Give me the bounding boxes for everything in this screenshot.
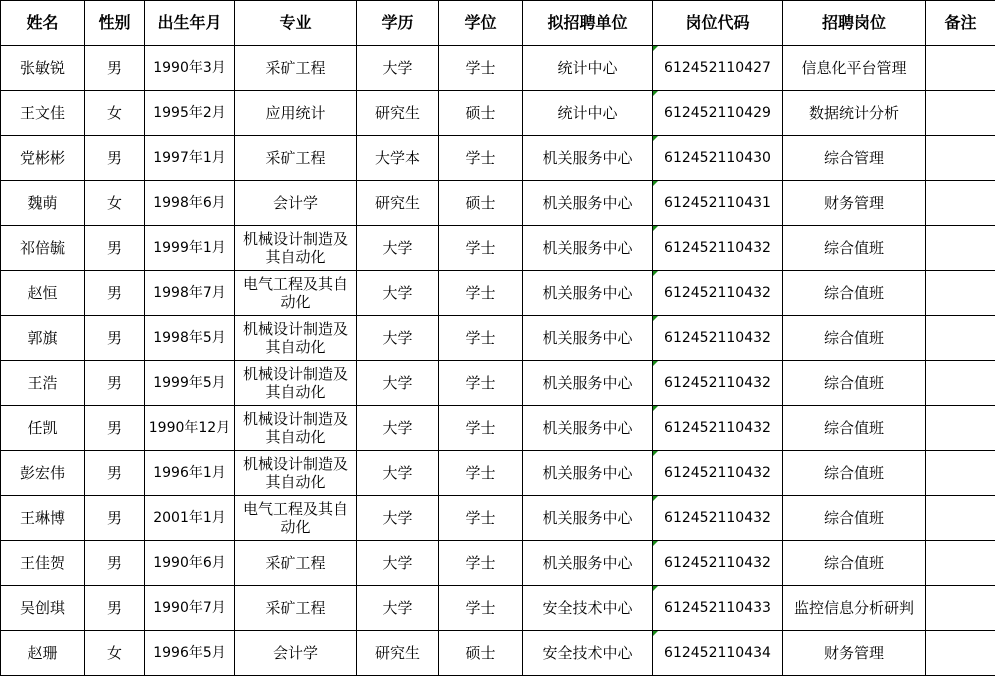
cell-name: 王浩 [1,361,85,406]
cell-degree: 学士 [439,541,523,586]
cell-position: 综合值班 [783,496,926,541]
cell-gender: 男 [85,586,145,631]
cell-name: 赵恒 [1,271,85,316]
table-row [1,226,995,271]
cell-code: 612452110430 [653,136,783,181]
cell-degree: 学士 [439,496,523,541]
cell-degree: 学士 [439,271,523,316]
cell-gender: 男 [85,316,145,361]
cell-gender: 男 [85,451,145,496]
cell-remark [926,181,995,226]
cell-remark [926,631,995,676]
cell-unit: 机关服务中心 [523,226,653,271]
cell-remark [926,406,995,451]
cell-degree: 硕士 [439,631,523,676]
cell-degree: 学士 [439,46,523,91]
cell-degree: 学士 [439,361,523,406]
table-row [1,181,995,226]
cell-birth: 1999年5月 [145,361,235,406]
cell-education: 大学 [357,226,439,271]
cell-code: 612452110429 [653,91,783,136]
cell-major: 电气工程及其自动化 [235,496,357,541]
cell-major: 会计学 [235,631,357,676]
cell-position: 综合值班 [783,406,926,451]
cell-unit: 机关服务中心 [523,136,653,181]
cell-education: 大学 [357,271,439,316]
cell-position: 综合值班 [783,271,926,316]
cell-gender: 男 [85,46,145,91]
cell-remark [926,226,995,271]
cell-name: 祁倍毓 [1,226,85,271]
cell-remark [926,46,995,91]
cell-position: 综合值班 [783,541,926,586]
cell-birth: 1990年6月 [145,541,235,586]
cell-code: 612452110434 [653,631,783,676]
cell-education: 大学 [357,316,439,361]
cell-name: 魏萌 [1,181,85,226]
cell-education: 大学 [357,361,439,406]
cell-birth: 2001年1月 [145,496,235,541]
cell-birth: 1999年1月 [145,226,235,271]
cell-name: 党彬彬 [1,136,85,181]
cell-code: 612452110432 [653,226,783,271]
table-row [1,271,995,316]
cell-degree: 学士 [439,586,523,631]
cell-birth: 1990年3月 [145,46,235,91]
cell-code: 612452110432 [653,271,783,316]
header-degree: 学位 [439,1,523,46]
cell-gender: 男 [85,271,145,316]
cell-code: 612452110432 [653,316,783,361]
cell-name: 王文佳 [1,91,85,136]
table-row [1,46,995,91]
cell-unit: 机关服务中心 [523,496,653,541]
cell-remark [926,136,995,181]
cell-position: 监控信息分析研判 [783,586,926,631]
cell-unit: 安全技术中心 [523,586,653,631]
cell-education: 大学 [357,496,439,541]
cell-education: 研究生 [357,631,439,676]
cell-gender: 男 [85,361,145,406]
cell-code: 612452110432 [653,496,783,541]
cell-major: 采矿工程 [235,46,357,91]
table-row [1,316,995,361]
cell-degree: 学士 [439,136,523,181]
cell-major: 机械设计制造及其自动化 [235,406,357,451]
header-unit: 拟招聘单位 [523,1,653,46]
cell-degree: 硕士 [439,181,523,226]
cell-remark [926,496,995,541]
cell-position: 综合值班 [783,316,926,361]
cell-position: 综合管理 [783,136,926,181]
cell-birth: 1996年1月 [145,451,235,496]
cell-education: 大学本 [357,136,439,181]
cell-name: 郭旗 [1,316,85,361]
cell-major: 采矿工程 [235,541,357,586]
table-row [1,586,995,631]
cell-birth: 1990年7月 [145,586,235,631]
cell-remark [926,91,995,136]
cell-degree: 学士 [439,316,523,361]
cell-birth: 1998年6月 [145,181,235,226]
table-row [1,541,995,586]
cell-gender: 男 [85,226,145,271]
cell-position: 财务管理 [783,631,926,676]
cell-code: 612452110431 [653,181,783,226]
cell-education: 大学 [357,46,439,91]
cell-position: 综合值班 [783,226,926,271]
cell-name: 彭宏伟 [1,451,85,496]
cell-gender: 男 [85,406,145,451]
cell-major: 会计学 [235,181,357,226]
header-row [1,1,995,46]
header-name: 姓名 [1,1,85,46]
cell-gender: 女 [85,91,145,136]
cell-education: 大学 [357,541,439,586]
cell-name: 赵珊 [1,631,85,676]
cell-unit: 安全技术中心 [523,631,653,676]
cell-remark [926,316,995,361]
cell-unit: 机关服务中心 [523,541,653,586]
cell-name: 吴创琪 [1,586,85,631]
cell-education: 大学 [357,451,439,496]
cell-unit: 机关服务中心 [523,271,653,316]
table-row [1,136,995,181]
cell-unit: 机关服务中心 [523,361,653,406]
cell-position: 数据统计分析 [783,91,926,136]
cell-name: 任凯 [1,406,85,451]
cell-remark [926,451,995,496]
cell-position: 综合值班 [783,361,926,406]
cell-birth: 1995年2月 [145,91,235,136]
cell-degree: 学士 [439,406,523,451]
cell-gender: 男 [85,136,145,181]
cell-birth: 1990年12月 [145,406,235,451]
cell-unit: 机关服务中心 [523,406,653,451]
cell-code: 612452110427 [653,46,783,91]
cell-remark [926,271,995,316]
header-major: 专业 [235,1,357,46]
cell-birth: 1996年5月 [145,631,235,676]
cell-unit: 机关服务中心 [523,316,653,361]
cell-remark [926,586,995,631]
table-row [1,91,995,136]
cell-education: 研究生 [357,181,439,226]
cell-major: 机械设计制造及其自动化 [235,451,357,496]
cell-major: 电气工程及其自动化 [235,271,357,316]
cell-major: 应用统计 [235,91,357,136]
table-body [1,46,995,676]
cell-gender: 女 [85,181,145,226]
cell-position: 财务管理 [783,181,926,226]
cell-unit: 统计中心 [523,91,653,136]
cell-major: 机械设计制造及其自动化 [235,316,357,361]
cell-position: 信息化平台管理 [783,46,926,91]
cell-degree: 学士 [439,451,523,496]
cell-gender: 女 [85,631,145,676]
cell-position: 综合值班 [783,451,926,496]
cell-birth: 1998年5月 [145,316,235,361]
cell-major: 机械设计制造及其自动化 [235,226,357,271]
cell-gender: 男 [85,496,145,541]
table-row [1,496,995,541]
cell-remark [926,361,995,406]
header-education: 学历 [357,1,439,46]
cell-degree: 硕士 [439,91,523,136]
cell-birth: 1997年1月 [145,136,235,181]
cell-unit: 机关服务中心 [523,451,653,496]
cell-major: 机械设计制造及其自动化 [235,361,357,406]
cell-code: 612452110432 [653,361,783,406]
header-remark: 备注 [926,1,995,46]
cell-unit: 机关服务中心 [523,181,653,226]
cell-name: 王佳贺 [1,541,85,586]
cell-code: 612452110432 [653,406,783,451]
cell-education: 大学 [357,586,439,631]
header-position: 招聘岗位 [783,1,926,46]
table-row [1,361,995,406]
cell-birth: 1998年7月 [145,271,235,316]
cell-name: 张敏锐 [1,46,85,91]
table-row [1,406,995,451]
header-birth: 出生年月 [145,1,235,46]
cell-unit: 统计中心 [523,46,653,91]
cell-major: 采矿工程 [235,586,357,631]
cell-code: 612452110432 [653,541,783,586]
cell-education: 大学 [357,406,439,451]
cell-degree: 学士 [439,226,523,271]
cell-code: 612452110433 [653,586,783,631]
cell-gender: 男 [85,541,145,586]
cell-name: 王琳博 [1,496,85,541]
table-row [1,451,995,496]
cell-education: 研究生 [357,91,439,136]
cell-major: 采矿工程 [235,136,357,181]
header-gender: 性别 [85,1,145,46]
cell-remark [926,541,995,586]
header-code: 岗位代码 [653,1,783,46]
cell-code: 612452110432 [653,451,783,496]
table-row [1,631,995,676]
